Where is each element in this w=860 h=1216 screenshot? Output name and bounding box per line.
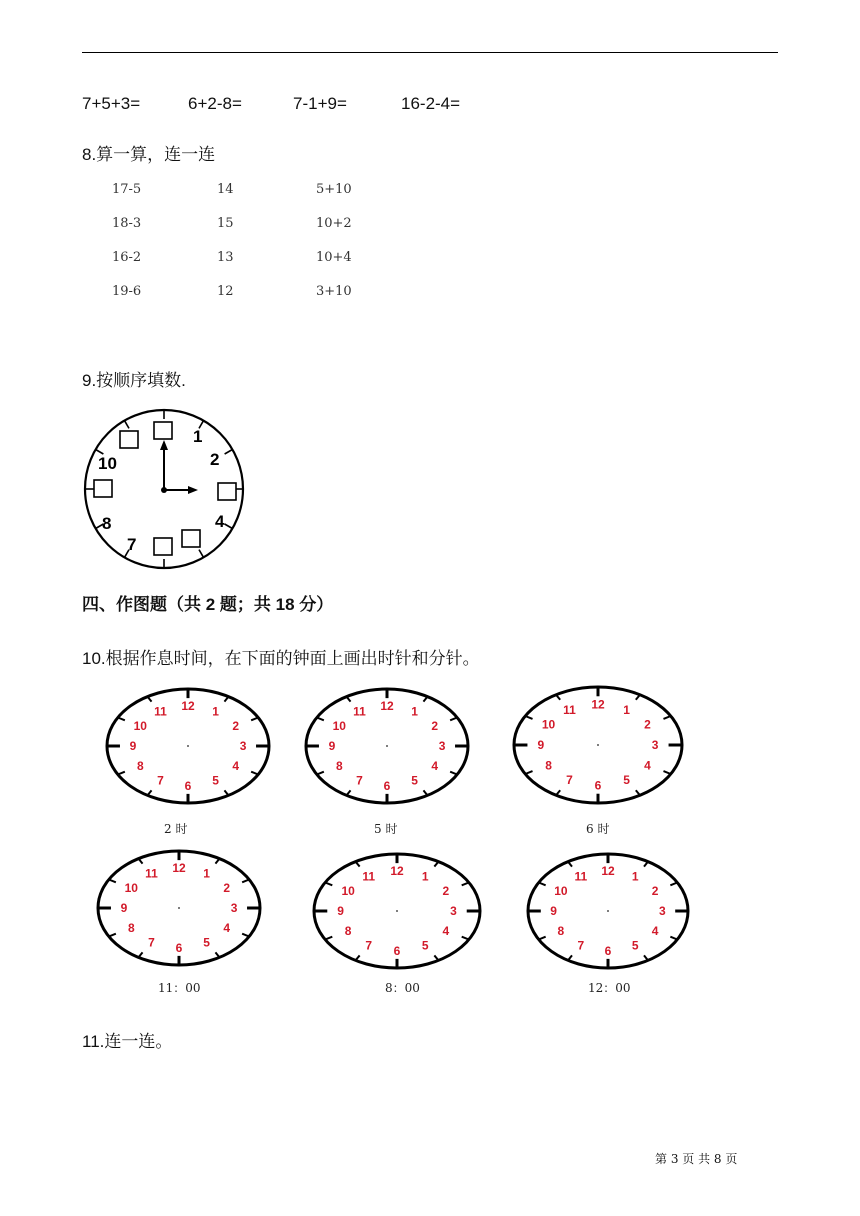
clock-number: 8 (545, 758, 552, 773)
clock-number: 9 (328, 739, 336, 753)
clock-number: 2 (644, 717, 651, 732)
clock-number: 2 (651, 884, 659, 899)
clock-center (597, 744, 599, 746)
section-4-heading: 四、作图题（共 2 题；共 18 分） (82, 595, 334, 614)
equation-3: 7-1+9= (293, 94, 347, 113)
clock-number: 1 (421, 869, 429, 884)
clock-number: 10 (541, 717, 556, 732)
q8-middle-item: 12 (217, 284, 234, 299)
clock-number: 5 (623, 773, 630, 788)
clock-number: 3 (450, 904, 457, 918)
question-11-title: 11.连一连。 (82, 1032, 173, 1051)
equation-4: 16-2-4= (401, 94, 461, 113)
q8-left-item: 17-5 (112, 182, 142, 197)
clock-face-4 (98, 851, 260, 965)
clock-number: 4 (644, 758, 651, 773)
clock-center (607, 910, 609, 912)
clock-face-6 (528, 854, 688, 968)
question-8-title: 8.算一算，连一连 (82, 145, 216, 164)
clock-number: 8 (557, 923, 565, 938)
clock-number: 10 (554, 884, 568, 899)
clock-center (396, 910, 398, 912)
clock-number: 2 (232, 719, 240, 734)
clock-number: 2 (431, 719, 439, 734)
clock-number: 6 (184, 778, 192, 793)
q8-right-item: 10+2 (316, 216, 352, 231)
clock-number: 1 (631, 869, 639, 884)
clock-number: 9 (337, 904, 344, 918)
clock-number: 9 (537, 738, 545, 752)
question-9-title: 9.按顺序填数. (82, 371, 186, 390)
q8-right-item: 3+10 (316, 284, 352, 299)
clock-number: 6 (604, 943, 612, 958)
clock-number: 12 (591, 697, 605, 712)
clock-caption: 11：00 (158, 981, 201, 995)
clock-caption: 8：00 (385, 981, 420, 995)
q8-right-item: 5+10 (316, 182, 352, 197)
clock-face-1 (107, 689, 269, 803)
clock-number: 1 (411, 704, 418, 719)
clock-face-5 (314, 854, 480, 968)
clock-number: 7 (356, 773, 363, 788)
q8-middle-item: 13 (217, 250, 234, 265)
clock-number: 8 (344, 923, 352, 938)
clock-number: 6 (594, 778, 602, 793)
clock-number: 4 (232, 758, 240, 773)
clock-number: 3 (230, 901, 238, 915)
q8-left-item: 19-6 (112, 284, 142, 299)
q9-clock-number: 4 (215, 512, 225, 531)
clock-number: 3 (659, 904, 666, 918)
q9-clock-number: 10 (98, 454, 117, 473)
clock-number: 7 (577, 938, 585, 953)
clock-number: 5 (411, 773, 418, 788)
q8-middle-item: 15 (217, 216, 234, 231)
clock-caption: 5 时 (374, 822, 398, 836)
q8-left-item: 16-2 (112, 250, 142, 265)
clock-number: 2 (442, 884, 450, 899)
clock-number: 3 (651, 738, 659, 752)
clock-number: 4 (223, 920, 231, 935)
clock-number: 5 (631, 938, 639, 953)
clock-number: 11 (574, 869, 588, 884)
clock-number: 11 (362, 869, 376, 884)
clock-number: 3 (239, 739, 247, 753)
clock-number: 5 (203, 935, 210, 950)
q8-left-item: 18-3 (112, 216, 142, 231)
clock-number: 10 (341, 884, 355, 899)
clock-caption: 2 时 (164, 822, 188, 836)
clock-number: 12 (380, 699, 394, 714)
clock-number: 6 (383, 778, 391, 793)
clock-number: 6 (175, 940, 183, 955)
clock-number: 9 (120, 901, 128, 915)
question-10-title: 10.根据作息时间，在下面的钟面上画出时针和分针。 (82, 649, 480, 668)
clock-number: 8 (127, 920, 135, 935)
clock-number: 8 (136, 758, 144, 773)
clock-number: 9 (550, 904, 557, 918)
clock-number: 5 (421, 938, 429, 953)
clock-number: 4 (651, 923, 659, 938)
clock-number: 4 (442, 923, 450, 938)
clock-caption: 6 时 (586, 822, 610, 836)
clock-center (187, 745, 189, 747)
clock-caption: 12：00 (588, 981, 631, 995)
clock-number: 12 (390, 864, 404, 879)
clock-number: 7 (365, 938, 373, 953)
clock-number: 5 (212, 773, 219, 788)
clock-number: 10 (332, 719, 346, 734)
clock-number: 6 (393, 943, 401, 958)
clock-number: 11 (145, 866, 158, 881)
clock-face-2 (306, 689, 468, 803)
clock-number: 7 (566, 773, 573, 788)
q8-right-item: 10+4 (316, 250, 352, 265)
clock-number: 12 (601, 864, 615, 879)
equation-2: 6+2-8= (188, 94, 242, 113)
clock-number: 7 (157, 773, 164, 788)
clock-number: 4 (431, 758, 439, 773)
clock-number: 11 (563, 702, 576, 717)
equation-1: 7+5+3= (82, 94, 141, 113)
page-footer: 第 3 页 共 8 页 (655, 1152, 738, 1166)
clock-number: 7 (148, 935, 155, 950)
clock-center (178, 907, 180, 909)
clock-number: 1 (623, 702, 630, 717)
clock-center (386, 745, 388, 747)
clock-number: 11 (353, 704, 366, 719)
clock-number: 1 (203, 866, 210, 881)
clock-number: 12 (181, 699, 195, 714)
clock-number: 9 (129, 739, 137, 753)
clock-number: 11 (154, 704, 167, 719)
q9-clock-number: 1 (193, 427, 203, 446)
clock-number: 12 (172, 861, 186, 876)
q9-clock-number: 8 (102, 514, 112, 533)
clock-number: 8 (335, 758, 343, 773)
clock-number: 10 (133, 719, 147, 734)
q9-clock-number: 7 (127, 535, 137, 554)
clock-face-3 (514, 687, 682, 803)
clock-number: 10 (124, 881, 138, 896)
clock-number: 2 (223, 881, 231, 896)
q9-clock-number: 2 (210, 450, 220, 469)
clock-number: 1 (212, 704, 219, 719)
clock-number: 3 (438, 739, 446, 753)
q8-middle-item: 14 (217, 182, 234, 197)
